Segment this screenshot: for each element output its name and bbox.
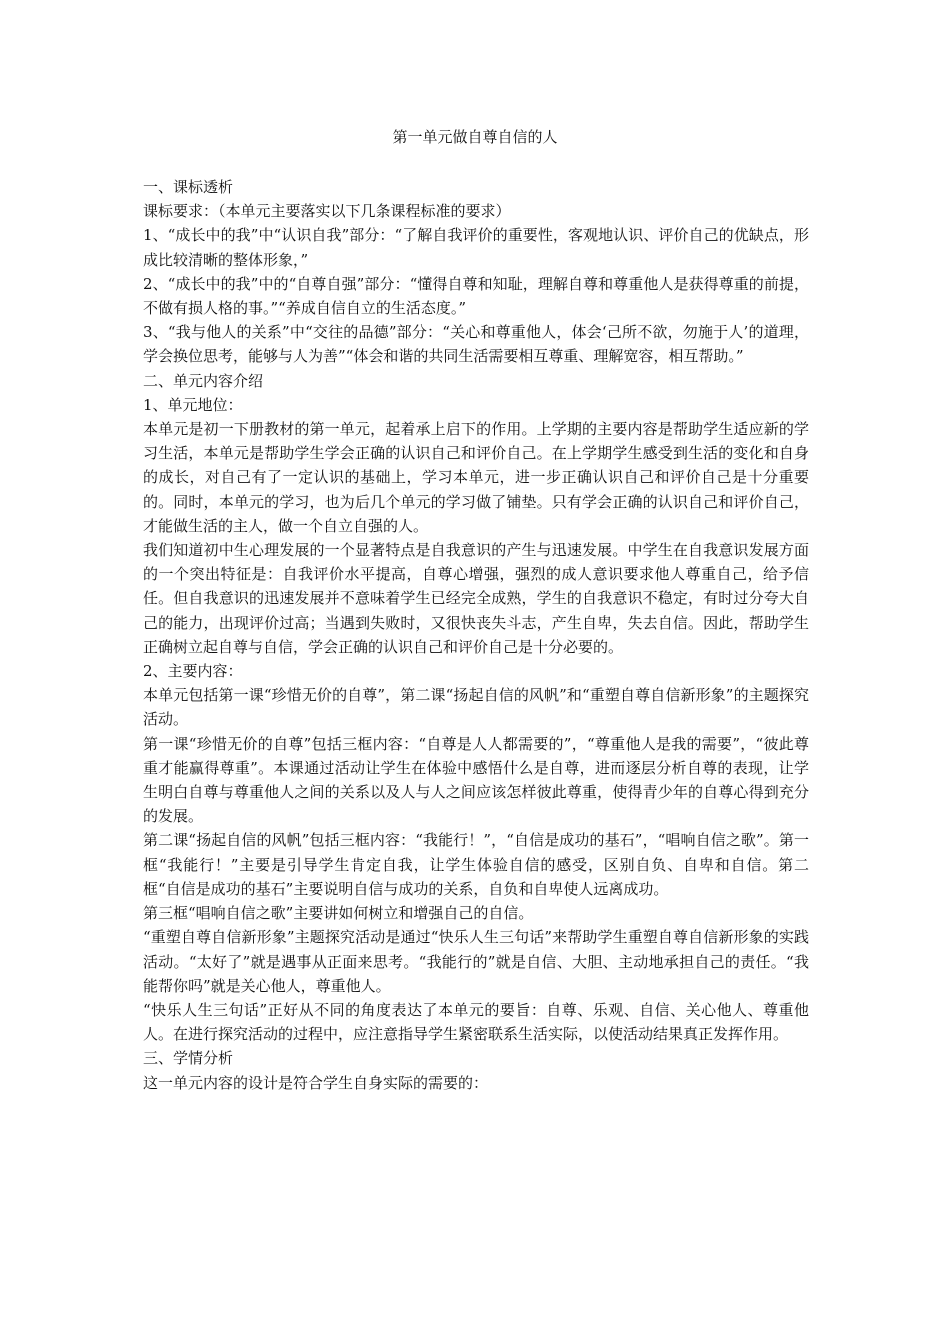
paragraph-lesson-2-frame-3: 第三框“唱响自信之歌”主要讲如何树立和增强自己的自信。	[143, 904, 534, 923]
paragraph-lesson-1: 第一课“珍惜无价的自尊”包括三框内容：“自尊是人人都需要的”，“尊重他人是我的需要”，“彼此尊重才能赢得尊重”。本课通过活动让学生在体验中感悟什么是自尊，进而逐层分析自尊的表现，让学生明白自尊与尊重他人之间的关系以及人与人之间应该怎样彼此尊重，使得青少年的自尊心得到充分的发展。	[143, 734, 809, 826]
paragraph-main-content: 本单元包括第一课“珍惜无价的自尊”，第二课“扬起自信的风帆”和“重塑自尊自信新形象”的主题探究活动。	[143, 686, 809, 729]
paragraph-requirement-3: 3、“我与他人的关系”中“交往的品德”部分：“关心和尊重他人，体会‘己所不欲，勿施于人’的道理，学会换位思考，能够与人为善”“体会和谐的共同生活需要相互尊重、理解宽容，相互帮助。”	[143, 323, 809, 366]
paragraph-student-analysis: 这一单元内容的设计是符合学生自身实际的需要的：	[143, 1073, 489, 1092]
paragraph-lesson-2: 第二课“扬起自信的风帆”包括三框内容：“我能行！”，“自信是成功的基石”，“唱响自信之歌”。第一框“我能行！”主要是引导学生肯定自我，让学生体验自信的感受，区别自负、自卑和自信。第二框“自信是成功的基石”主要说明自信与成功的关系，自负和自卑使人远离成功。	[143, 831, 809, 898]
section-heading-unit-content: 二、单元内容介绍	[143, 371, 264, 390]
paragraph-unit-position: 本单元是初一下册教材的第一单元，起着承上启下的作用。上学期的主要内容是帮助学生适应新的学习生活，本单元是帮助学生学会正确的认识自己和评价自己。在上学期学生感受到生活的变化和自身的成长，对自己有了一定认识的基础上，学习本单元，进一步正确认识自己和评价自己是十分重要的。同时，本单元的学习，也为后几个单元的学习做了铺垫。只有学会正确的认识自己和评价自己，才能做生活的主人，做一个自立自强的人。	[143, 420, 809, 535]
subheading-unit-position: 1、单元地位：	[143, 395, 243, 414]
paragraph-requirement-2: 2、“成长中的我”中的“自尊自强”部分：“懂得自尊和知耻，理解自尊和尊重他人是获得尊重的前提，不做有损人格的事。”“养成自信自立的生活态度。”	[143, 274, 809, 318]
paragraph-three-sentences: “快乐人生三句话”正好从不同的角度表达了本单元的要旨：自尊、乐观、自信、关心他人、尊重他人。在进行探究活动的过程中，应注意指导学生紧密联系生活实际，以使活动结果真正发挥作用。	[143, 1000, 809, 1044]
paragraph-requirement-1: 1、“成长中的我”中“认识自我”部分：“了解自我评价的重要性，客观地认识、评价自己的优缺点，形成比较清晰的整体形象，”	[143, 226, 809, 269]
paragraph-requirements-intro: 课标要求：（本单元主要落实以下几条课程标准的要求）	[143, 202, 511, 221]
document-title: 第一单元做自尊自信的人	[392, 128, 558, 146]
subheading-main-content: 2、主要内容：	[143, 662, 243, 681]
section-heading-curriculum: 一、课标透析	[143, 178, 234, 196]
document-body	[143, 175, 809, 1095]
paragraph-psychology: 我们知道初中生心理发展的一个显著特点是自我意识的产生与迅速发展。中学生在自我意识发展方面的一个突出特征是：自我评价水平提高，自尊心增强，强烈的成人意识要求他人尊重自己，给予信任。但自我意识的迅速发展并不意味着学生已经完全成熟，学生的自我意识不稳定，有时过分夸大自己的能力，出现评价过高；当遇到失败时，又很快丧失斗志，产生自卑，失去自信。因此，帮助学生正确树立起自尊与自信，学会正确的认识自己和评价自己是十分必要的。	[143, 541, 809, 656]
paragraph-inquiry-activity: “重塑自尊自信新形象”主题探究活动是通过“快乐人生三句话”来帮助学生重塑自尊自信新形象的实践活动。“太好了”就是遇事从正面来思考。“我能行的”就是自信、大胆、主动地承担自己的责任。“我能帮你吗”就是关心他人，尊重他人。	[143, 928, 809, 995]
section-heading-student-analysis: 三、学情分析	[143, 1049, 234, 1068]
